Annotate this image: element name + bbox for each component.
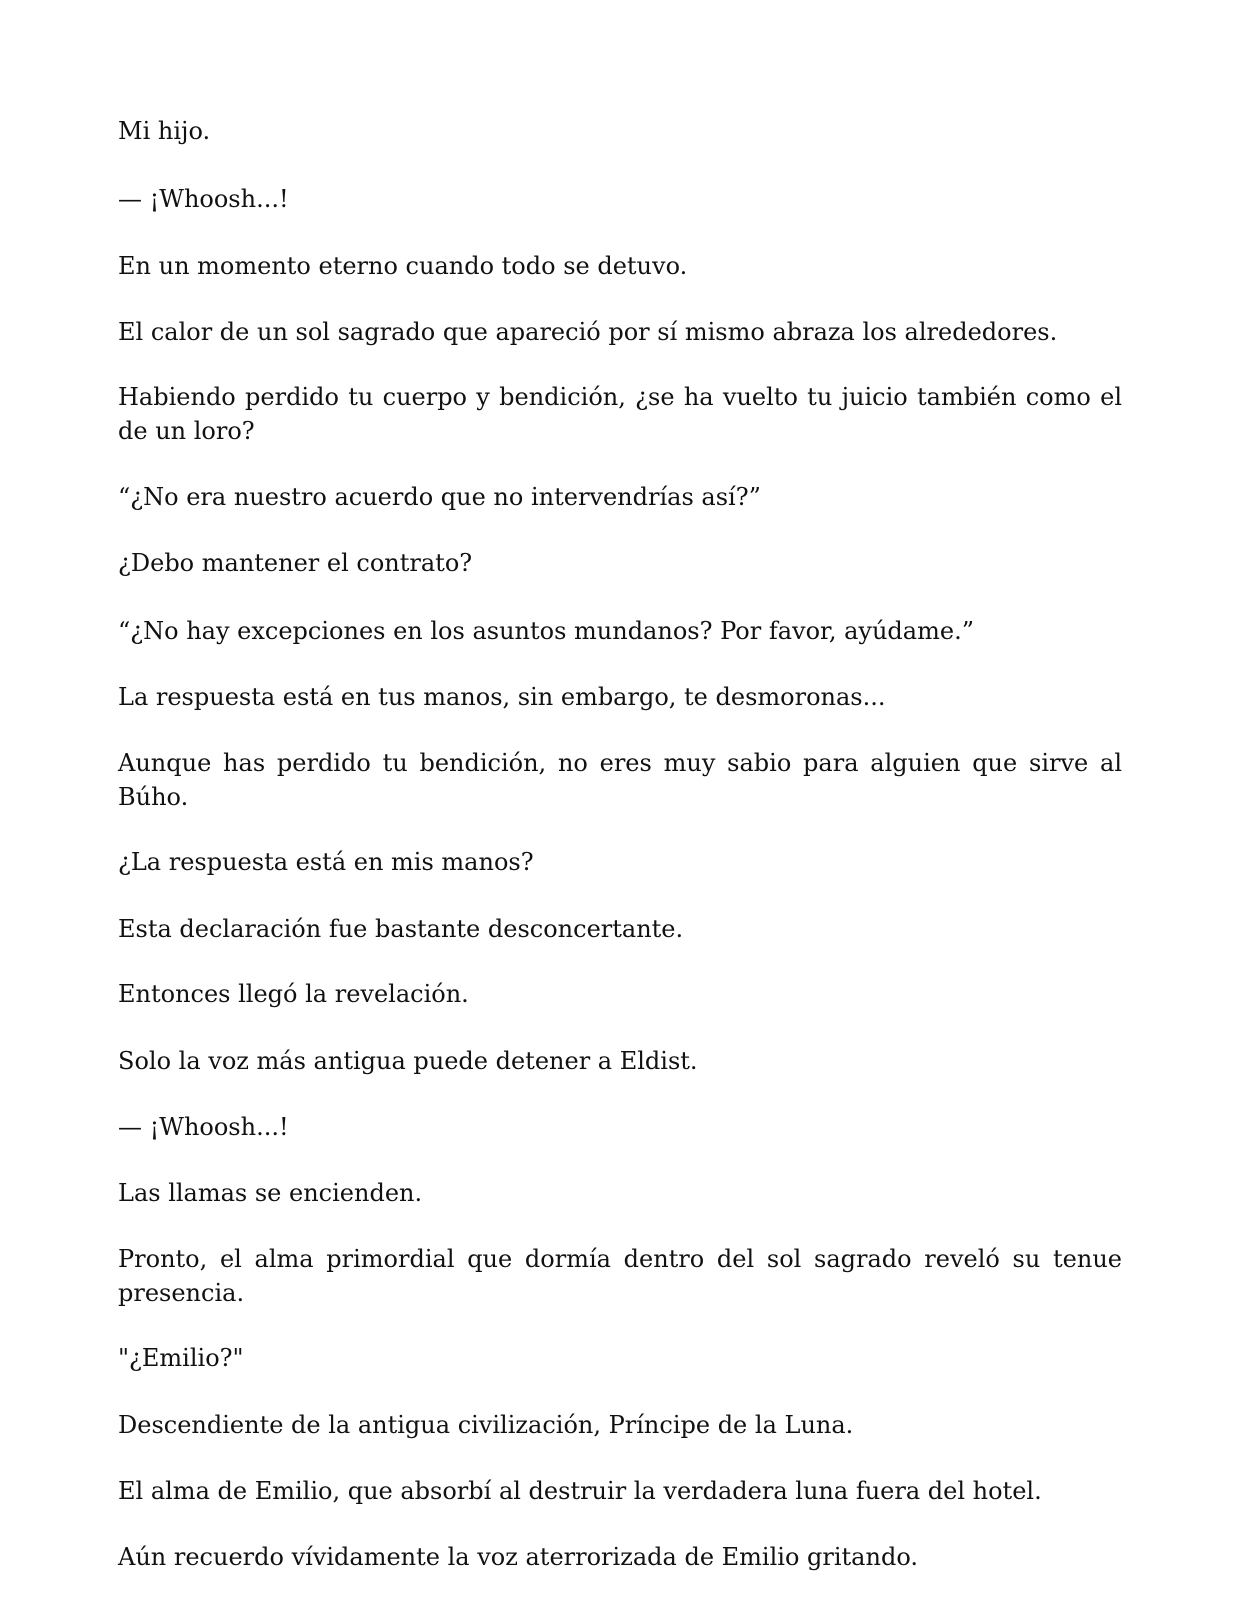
paragraph: “¿No hay excepciones en los asuntos mundanos? Por favor, ayúdame.” [118,617,974,645]
paragraph: Entonces llegó la revelación. [118,980,469,1008]
paragraph: Aunque has perdido tu bendición, no eres muy sabio para alguien que sirve al Búho. [118,749,1122,811]
paragraph: El calor de un sol sagrado que apareció por sí mismo abraza los alrededores. [118,318,1058,346]
paragraph: — ¡Whoosh...! [118,1113,289,1141]
paragraph: Aún recuerdo vívidamente la voz aterrorizada de Emilio gritando. [118,1543,918,1571]
paragraph: “¿No era nuestro acuerdo que no intervendrías así?” [118,483,761,511]
paragraph: Esta declaración fue bastante desconcertante. [118,915,684,943]
paragraph: — ¡Whoosh...! [118,185,289,213]
paragraph: El alma de Emilio, que absorbí al destruir la verdadera luna fuera del hotel. [118,1477,1042,1505]
paragraph: La respuesta está en tus manos, sin embargo, te desmoronas... [118,683,886,711]
paragraph: Descendiente de la antigua civilización, Príncipe de la Luna. [118,1411,854,1439]
paragraph: En un momento eterno cuando todo se detuvo. [118,252,688,280]
paragraph: ¿Debo mantener el contrato? [118,549,473,577]
paragraph: "¿Emilio?" [118,1344,244,1372]
paragraph: Pronto, el alma primordial que dormía dentro del sol sagrado reveló su tenue presencia. [118,1245,1122,1307]
paragraph: Solo la voz más antigua puede detener a Eldist. [118,1047,698,1075]
paragraph: Mi hijo. [118,117,211,145]
paragraph: Habiendo perdido tu cuerpo y bendición, ¿se ha vuelto tu juicio también como el de un loro? [118,383,1122,445]
paragraph: ¿La respuesta está en mis manos? [118,848,534,876]
paragraph: Las llamas se encienden. [118,1179,423,1207]
